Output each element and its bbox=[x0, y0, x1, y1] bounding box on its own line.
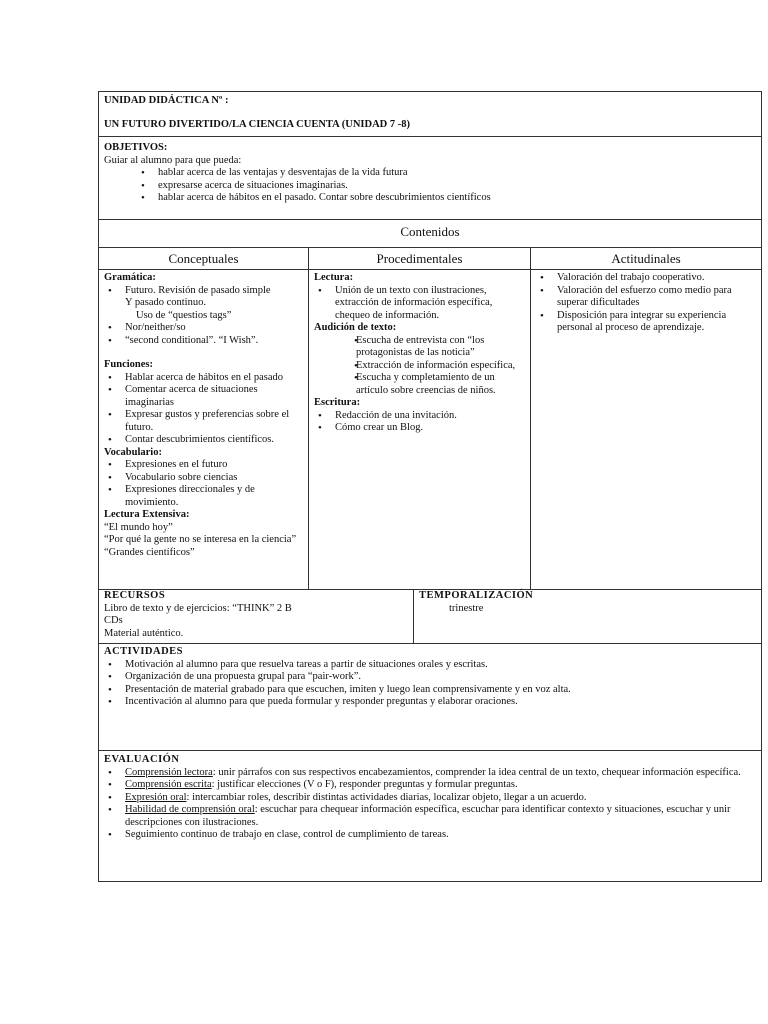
list-item: • Cómo crear un Blog. bbox=[314, 422, 525, 435]
list-item: • Futuro. Revisión de pasado simple bbox=[104, 285, 303, 298]
vocab-heading: Vocabulario: bbox=[104, 446, 162, 458]
functions-heading: Funciones: bbox=[104, 359, 154, 370]
list-item: • Presentación de material grabado para que escuchen, imiten y luego lean comprensivamente y en voz alta. bbox=[104, 684, 756, 697]
list-item: • Hablar acerca de hábitos en el pasado bbox=[104, 372, 303, 385]
list-item: • Contar descubrimientos científicos. bbox=[104, 434, 303, 447]
list-item: • Expresiones direccionales y de movimiento. bbox=[104, 484, 303, 509]
eval-term: Habilidad de comprensión oral bbox=[125, 804, 255, 815]
objectives-intro: Guiar al alumno para que pueda: bbox=[104, 154, 242, 166]
eval-text: : justificar elecciones (V o F), responder preguntas y formular preguntas. bbox=[211, 779, 518, 790]
list-item: • Valoración del trabajo cooperativo. bbox=[536, 272, 756, 285]
list-item: • Organización de una propuesta grupal para “pair-work”. bbox=[104, 671, 756, 684]
eval-text: Seguimiento continuo de trabajo en clase, control de cumplimiento de tareas. bbox=[125, 829, 449, 840]
list-item: • Nor/neither/so bbox=[104, 322, 303, 335]
resources-line: CDs bbox=[104, 615, 123, 626]
list-item: • Redacción de una invitación. bbox=[314, 410, 525, 423]
list-item: • “second conditional”. “I Wish”. bbox=[104, 335, 303, 348]
list-item: • Valoración del esfuerzo como medio para superar dificultades bbox=[536, 285, 756, 310]
evaluation-heading: EVALUACIÓN bbox=[104, 754, 180, 765]
activities-heading: ACTIVIDADES bbox=[104, 646, 184, 657]
objectives-heading: OBJETIVOS: bbox=[104, 142, 168, 153]
timing-section bbox=[414, 590, 761, 643]
resources-section bbox=[99, 590, 414, 643]
resources-line: Material auténtico. bbox=[104, 627, 184, 639]
unit-title: UN FUTURO DIVERTIDO/LA CIENCIA CUENTA (UNIDAD 7 -8) bbox=[104, 118, 411, 130]
writing-heading: Escritura: bbox=[314, 397, 361, 408]
reading-heading: Lectura Extensiva: bbox=[104, 509, 190, 520]
timing-heading: TEMPORALIZACIÓN bbox=[419, 590, 534, 601]
list-item: • Motivación al alumno para que resuelva tareas a partir de situaciones orales y escritas. bbox=[104, 659, 756, 672]
grammar-cont: Uso de “questios tags” bbox=[136, 309, 232, 321]
unit-header bbox=[99, 92, 761, 136]
conceptual-column bbox=[99, 270, 308, 589]
eval-term: Comprensión escrita bbox=[125, 779, 212, 790]
resources-timing-row bbox=[99, 589, 761, 643]
reading-line: “Grandes científicos” bbox=[104, 546, 195, 558]
list-item bbox=[104, 767, 756, 780]
resources-heading: RECURSOS bbox=[104, 590, 166, 601]
eval-text: : unir párrafos con sus respectivos encabezamientos, comprender la idea central de un texto, chequear información específica. bbox=[212, 766, 741, 778]
list-item: • Extracción de información específica, bbox=[314, 360, 525, 373]
list-item bbox=[104, 779, 756, 792]
grammar-heading: Gramática: bbox=[104, 272, 156, 283]
list-item: • Escucha de entrevista con “los protagonistas de las noticia” bbox=[314, 335, 525, 360]
list-item: • Escucha y completamiento de un artículo sobre creencias de niños. bbox=[314, 372, 525, 397]
col-header-conceptual: Conceptuales bbox=[168, 251, 239, 266]
grammar-cont: Y pasado continuo. bbox=[125, 297, 206, 308]
list-item bbox=[104, 829, 756, 842]
attitudinal-column bbox=[530, 270, 761, 589]
lesson-plan-document bbox=[98, 91, 762, 882]
col-header-attitudinal: Actitudinales bbox=[530, 248, 761, 269]
contents-heading: Contenidos bbox=[99, 219, 761, 247]
list-item: • Comentar acerca de situaciones imaginarias bbox=[104, 384, 303, 409]
evaluation-section bbox=[99, 750, 761, 881]
col-header-procedural: Procedimentales bbox=[308, 248, 530, 269]
list-item: • expresarse acerca de situaciones imaginarias. bbox=[104, 180, 756, 193]
activities-section bbox=[99, 643, 761, 750]
list-item bbox=[104, 792, 756, 805]
unit-label: UNIDAD DIDÁCTICA Nº : bbox=[104, 95, 229, 106]
eval-text: : intercambiar roles, describir distintas actividades diarias, localizar objeto, llegar a un acuerdo. bbox=[186, 791, 587, 803]
list-item: • Vocabulario sobre ciencias bbox=[104, 472, 303, 485]
objectives-section bbox=[99, 136, 761, 219]
timing-value: trinestre bbox=[449, 602, 484, 614]
list-item: • Disposición para integrar su experiencia personal al proceso de aprendizaje. bbox=[536, 310, 756, 335]
procedural-column bbox=[308, 270, 530, 589]
contents-col-headers bbox=[99, 247, 761, 269]
reading-line: “Por qué la gente no se interesa en la ciencia” bbox=[104, 534, 297, 545]
list-item: • Expresar gustos y preferencias sobre el futuro. bbox=[104, 409, 303, 434]
resources-line: Libro de texto y de ejercicios: “THINK” 2 B bbox=[104, 602, 292, 614]
eval-text: : escuchar para chequear información específica, escuchar para identificar contexto y situaciones, escuchar y unir descripciones con ilustraciones. bbox=[125, 804, 731, 828]
list-item: • Expresiones en el futuro bbox=[104, 459, 303, 472]
reading-line: “El mundo hoy” bbox=[104, 521, 173, 533]
contents-body bbox=[99, 269, 761, 589]
list-item: • hablar acerca de hábitos en el pasado. Contar sobre descubrimientos científicos bbox=[104, 192, 756, 205]
list-item: • Unión de un texto con ilustraciones, extracción de información específica, chequeo de información. bbox=[314, 285, 525, 323]
reading-heading: Lectura: bbox=[314, 272, 354, 283]
objectives-list bbox=[104, 167, 756, 205]
eval-term: Comprensión lectora bbox=[125, 766, 213, 778]
list-item: • hablar acerca de las ventajas y desventajas de la vida futura bbox=[104, 167, 756, 180]
list-item bbox=[104, 804, 756, 829]
eval-term: Expresión oral bbox=[125, 791, 187, 803]
listening-heading: Audición de texto: bbox=[314, 322, 397, 333]
list-item: • Incentivación al alumno para que pueda formular y responder preguntas y elaborar oraciones. bbox=[104, 696, 756, 709]
